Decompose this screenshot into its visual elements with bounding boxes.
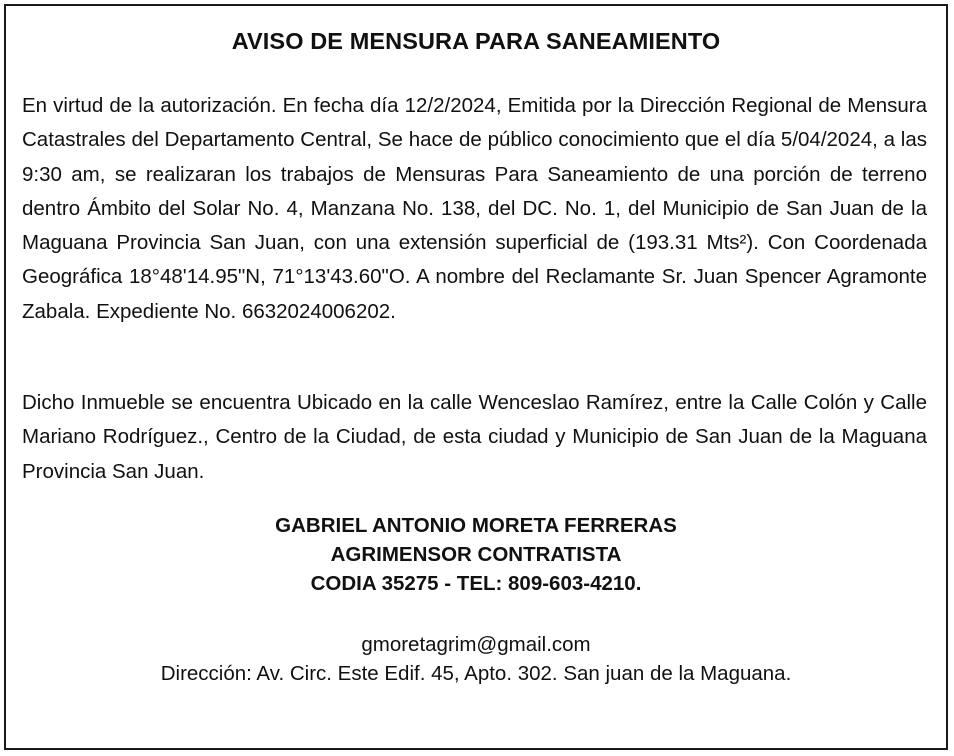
notice-box [4,4,948,750]
surveyor-codia-phone: CODIA 35275 - TEL: 809-603-4210. [310,572,642,595]
notice-title: AVISO DE MENSURA PARA SANEAMIENTO [231,28,721,54]
signature-block [6,511,946,598]
notice-paragraph-authorization: En virtud de la autorización. En fecha día 12/2/2024, Emitida por la Dirección Regional de Mensura Catastrales del Departamento Central, Se hace de público conocimiento que el día 5/04/2024, a las 9:30 am, se realizaran los trabajos de Mensuras Para Saneamiento de una porción de terreno dentro Ámbito del Solar No. 4, Manzana No. 138, del DC. No. 1, del Municipio de San Juan de la Maguana Provincia San Juan, con una extensión superficial de (193.31 Mts²). Con Coordenada Geográfica 18°48'14.95"N, 71°13'43.60"O. A nombre del Reclamante Sr. Juan Spencer Agramonte Zabala. Expediente No. 6632024006202. [22,94,927,323]
notice-paragraph-location: Dicho Inmueble se encuentra Ubicado en la calle Wenceslao Ramírez, entre la Calle Colón y Calle Mariano Rodríguez., Centro de la Ciudad, de esta ciudad y Municipio de San Juan de la Maguana Provincia San Juan. [22,391,927,483]
contact-email: gmoretagrim@gmail.com [361,633,591,656]
surveyor-role: AGRIMENSOR CONTRATISTA [330,543,622,566]
contact-address: Dirección: Av. Circ. Este Edif. 45, Apto. 302. San juan de la Maguana. [160,662,792,685]
contact-block [6,630,946,688]
surveyor-name: GABRIEL ANTONIO MORETA FERRERAS [275,514,677,537]
